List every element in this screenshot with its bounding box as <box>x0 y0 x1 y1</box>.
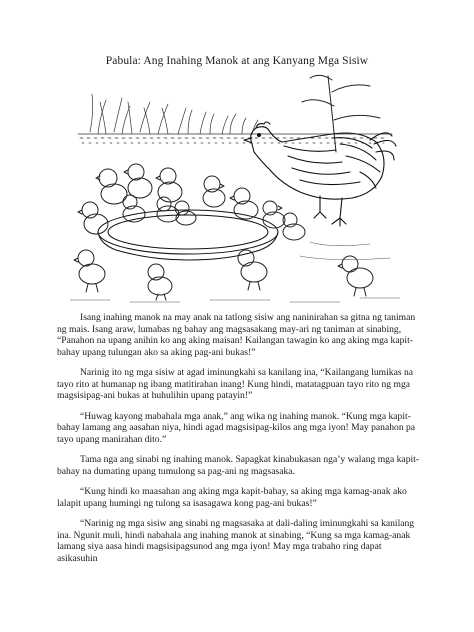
chick <box>124 164 152 198</box>
feeding-dish <box>98 210 278 260</box>
chick <box>338 256 373 296</box>
hen-figure <box>244 122 396 226</box>
grass-background <box>78 94 392 143</box>
chick <box>203 176 225 207</box>
paragraph: Isang inahing manok na may anak na tatlong sisiw ang naninirahan sa gitna ng taniman ng mais. Isang araw, lumabas ng bahay ang magsasakang may-ari ng taniman at sinabing, “Panahon na upang anihin ko ang aking maisan! Kailangan tawagin ko ang aking mga kapit-bahay upang tulungan ako sa aking pag-ani bukas!” <box>57 312 416 358</box>
chick <box>283 213 305 240</box>
chick <box>148 264 172 300</box>
paragraph: “Narinig ng mga sisiw ang sinabi ng magsasaka at dali-daling iminungkahi sa kanilang ina. Ngunit muli, hindi nabahala ang inahing manok at sinabing, “Kung sa mga kamag-anak lamang siya aasa hindi magsisipagsunod ang mga iyon! May mga trabaho ring dapat asikasuhin <box>57 518 415 565</box>
chick <box>78 202 108 234</box>
paragraph: Tama nga ang sinabi ng inahing manok. Sapagkat kinabukasan nga’y walang mga kapit-bahay na dumating upang tumulong sa pag-ani ng magsasaka. <box>57 454 420 477</box>
paragraph: “Kung hindi ko maasahan ang aking mga kapit-bahay, sa aking mga kamag-anak ako lalapit upang humingi ng tulong sa isasagawa kong pag-ani bukas!” <box>57 486 407 509</box>
hen-and-chicks-illustration <box>70 72 400 304</box>
chick <box>96 169 127 204</box>
story-body <box>57 312 419 565</box>
chick <box>156 168 182 202</box>
page-title: Pabula: Ang Inahing Manok at ang Kanyang Mga Sisiw <box>105 55 369 67</box>
paragraph: “Huwag kayong mabahala mga anak,” ang wika ng inahing manok. “Kung mga kapit-bahay lamang ang aasahan niya, hindi agad magsisipag-kilos ang mga iyon! May panahon pa tayo upang manirahan dito.” <box>57 410 416 445</box>
paragraph: Narinig ito ng mga sisiw at agad iminungkahi sa kanilang ina, “Kailangang lumikas na tayo rito at humanap ng ibang matitirahan inang! Kung hindi, matatagpuan tayo rito ng mga magsisipag-ani bukas at huhulihin upang patayin!” <box>57 367 414 402</box>
chick <box>238 250 267 290</box>
corn-plant <box>302 75 380 152</box>
chick <box>263 201 285 228</box>
chick <box>175 201 196 225</box>
chick <box>74 250 105 292</box>
